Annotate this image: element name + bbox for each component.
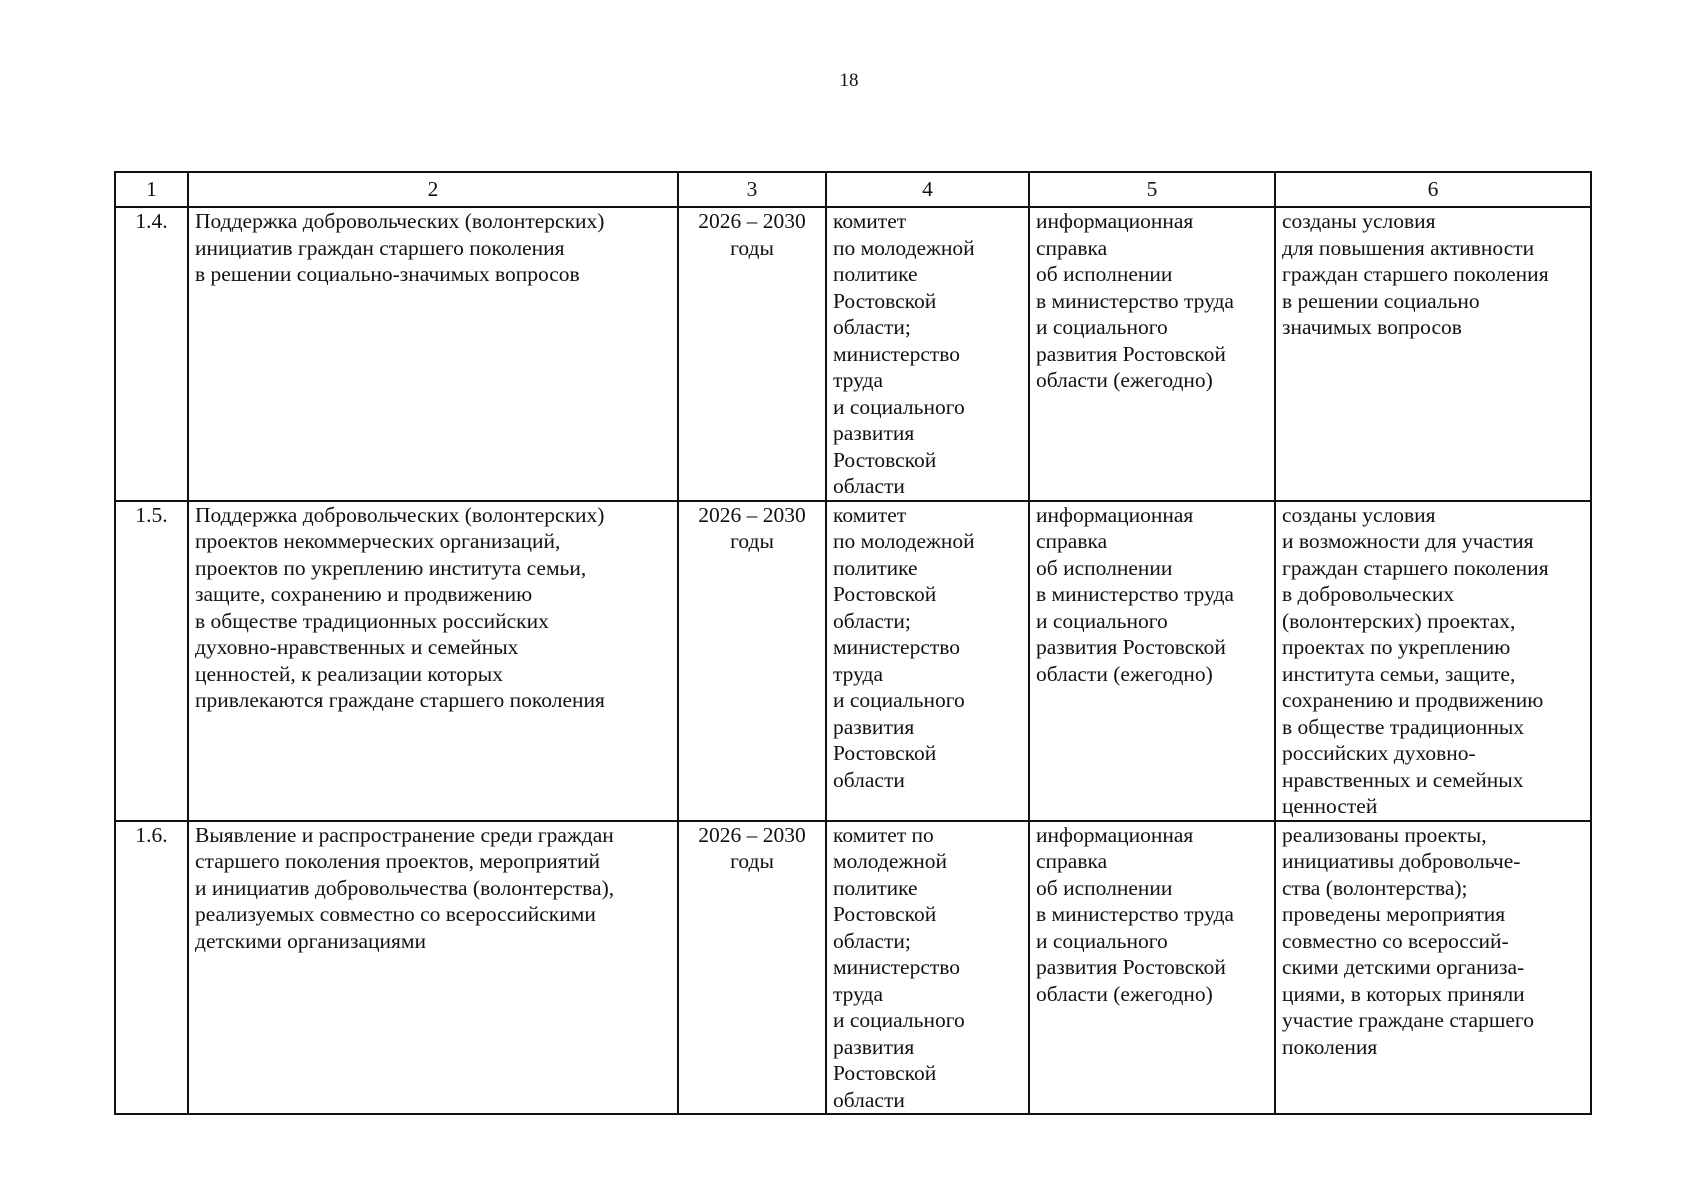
executor-cell-line: области; xyxy=(833,928,911,953)
measure-cell-line: детскими организациями xyxy=(195,928,427,953)
result-cell-line: в добровольческих xyxy=(1282,582,1455,606)
measure-cell-line: и инициатив добровольчества (волонтерства), xyxy=(195,875,615,900)
executor-cell-line: и социального xyxy=(833,1008,965,1032)
executor-cell-line: развития xyxy=(833,421,915,445)
header-cell-2: 2 xyxy=(188,172,678,207)
executor-cell-line: развития xyxy=(833,714,915,739)
period-cell xyxy=(678,207,826,501)
executor-cell-line: министерство xyxy=(833,341,961,366)
report-cell-line: об исполнении xyxy=(1036,555,1173,580)
report-cell-line: области (ежегодно) xyxy=(1036,981,1213,1006)
measure-cell-line: старшего поколения проектов, мероприятий xyxy=(195,849,601,873)
report-cell-line: развития Ростовской xyxy=(1036,341,1226,366)
executor-cell-line: комитет xyxy=(833,502,907,527)
table-body xyxy=(115,207,1591,1114)
measure-cell-line: реализуемых совместно со всероссийскими xyxy=(195,902,596,926)
period-cell-line: 2026 – 2030 xyxy=(698,502,806,527)
report-cell-line: в министерство труда xyxy=(1036,582,1234,606)
result-cell xyxy=(1275,207,1591,501)
executor-cell-line: области; xyxy=(833,608,911,633)
table-header xyxy=(115,172,1591,207)
executor-cell xyxy=(826,207,1029,501)
header-row xyxy=(115,172,1591,207)
executor-cell-line: и социального xyxy=(833,688,965,712)
measure-cell-line: инициатив граждан старшего поколения xyxy=(195,235,565,260)
measure-cell-line: проектов по укреплению института семьи, xyxy=(195,555,587,580)
table-row xyxy=(115,821,1591,1115)
result-cell-line: и возможности для участия xyxy=(1282,529,1534,553)
report-cell-line: справка xyxy=(1036,235,1108,260)
result-cell-line: циями, в которых приняли xyxy=(1282,981,1525,1006)
header-cell-3: 3 xyxy=(678,172,826,207)
row-number-cell: 1.4. xyxy=(115,207,188,501)
measure-cell xyxy=(188,501,678,821)
report-cell xyxy=(1029,501,1275,821)
result-cell-line: проведены мероприятия xyxy=(1282,902,1506,926)
report-cell-line: об исполнении xyxy=(1036,875,1173,900)
executor-cell-line: Ростовской xyxy=(833,1061,937,1085)
measure-cell-line: духовно-нравственных и семейных xyxy=(195,635,519,659)
executor-cell-line: политике xyxy=(833,262,918,286)
executor-cell-line: Ростовской xyxy=(833,582,937,606)
executor-cell-line: области xyxy=(833,474,905,498)
header-cell-4: 4 xyxy=(826,172,1029,207)
executor-cell-line: министерство xyxy=(833,635,961,659)
executor-cell-line: Ростовской xyxy=(833,902,937,926)
header-cell-1: 1 xyxy=(115,172,188,207)
executor-cell-line: области xyxy=(833,767,905,792)
executor-cell-line: труда xyxy=(833,981,884,1006)
result-cell-line: нравственных и семейных xyxy=(1282,767,1524,792)
result-cell-line: для повышения активности xyxy=(1282,235,1535,260)
measure-cell-line: привлекаются граждане старшего поколения xyxy=(195,688,605,712)
result-cell-line: созданы условия xyxy=(1282,209,1436,233)
result-cell-line: в обществе традиционных xyxy=(1282,714,1525,739)
report-cell-line: информационная xyxy=(1036,502,1194,527)
executor-cell-line: министерство xyxy=(833,955,961,979)
row-number-cell: 1.6. xyxy=(115,821,188,1115)
report-cell-line: информационная xyxy=(1036,822,1194,847)
executor-cell-line: развития xyxy=(833,1034,915,1059)
result-cell-line: реализованы проекты, xyxy=(1282,822,1487,847)
result-cell-line: значимых вопросов xyxy=(1282,315,1462,339)
row-number-cell: 1.5. xyxy=(115,501,188,821)
period-cell xyxy=(678,501,826,821)
report-cell-line: и социального xyxy=(1036,928,1168,953)
result-cell-line: граждан старшего поколения xyxy=(1282,262,1549,286)
period-cell-line: 2026 – 2030 xyxy=(698,209,806,233)
executor-cell-line: области xyxy=(833,1087,905,1112)
executor-cell xyxy=(826,501,1029,821)
period-cell-line: годы xyxy=(730,849,774,873)
result-cell-line: совместно со всероссий- xyxy=(1282,928,1509,953)
header-cell-5: 5 xyxy=(1029,172,1275,207)
executor-cell-line: комитет xyxy=(833,209,907,233)
executor-cell-line: Ростовской xyxy=(833,741,937,765)
report-cell-line: области (ежегодно) xyxy=(1036,661,1213,686)
period-cell-line: 2026 – 2030 xyxy=(698,822,806,847)
measure-cell-line: в решении социально-значимых вопросов xyxy=(195,262,580,286)
report-cell-line: области (ежегодно) xyxy=(1036,368,1213,392)
executor-cell-line: политике xyxy=(833,875,918,900)
result-cell-line: граждан старшего поколения xyxy=(1282,555,1549,580)
executor-cell-line: по молодежной xyxy=(833,529,975,553)
report-cell-line: в министерство труда xyxy=(1036,902,1234,926)
report-cell-line: развития Ростовской xyxy=(1036,635,1226,659)
executor-cell-line: труда xyxy=(833,368,884,392)
result-cell-line: ства (волонтерства); xyxy=(1282,875,1468,900)
executor-cell-line: труда xyxy=(833,661,884,686)
result-cell-line: проектах по укреплению xyxy=(1282,635,1511,659)
measure-cell xyxy=(188,207,678,501)
report-cell-line: и социального xyxy=(1036,315,1168,339)
report-cell-line: в министерство труда xyxy=(1036,288,1234,313)
result-cell-line: участие граждане старшего xyxy=(1282,1008,1534,1032)
measure-cell-line: ценностей, к реализации которых xyxy=(195,661,503,686)
result-cell-line: инициативы добровольче- xyxy=(1282,849,1521,873)
report-cell-line: об исполнении xyxy=(1036,262,1173,286)
measure-cell-line: проектов некоммерческих организаций, xyxy=(195,529,561,553)
result-cell xyxy=(1275,501,1591,821)
report-cell-line: и социального xyxy=(1036,608,1168,633)
report-cell-line: справка xyxy=(1036,529,1108,553)
report-cell-line: справка xyxy=(1036,849,1108,873)
header-cell-6: 6 xyxy=(1275,172,1591,207)
executor-cell-line: молодежной xyxy=(833,849,948,873)
result-cell-line: скими детскими организа- xyxy=(1282,955,1525,979)
executor-cell-line: комитет по xyxy=(833,822,934,847)
result-cell-line: российских духовно- xyxy=(1282,741,1476,765)
report-cell xyxy=(1029,207,1275,501)
measure-cell xyxy=(188,821,678,1115)
result-cell-line: ценностей xyxy=(1282,794,1378,818)
period-cell-line: годы xyxy=(730,529,774,553)
report-cell-line: развития Ростовской xyxy=(1036,955,1226,979)
executor-cell-line: политике xyxy=(833,555,918,580)
result-cell-line: созданы условия xyxy=(1282,502,1436,527)
plan-table xyxy=(114,171,1592,1115)
report-cell xyxy=(1029,821,1275,1115)
result-cell-line: сохранению и продвижению xyxy=(1282,688,1544,712)
table-row xyxy=(115,501,1591,821)
measure-cell-line: Поддержка добровольческих (волонтерских) xyxy=(195,209,605,233)
result-cell-line: института семьи, защите, xyxy=(1282,661,1516,686)
executor-cell-line: по молодежной xyxy=(833,235,975,260)
measure-cell-line: Выявление и распространение среди граждан xyxy=(195,822,614,847)
result-cell-line: в решении социально xyxy=(1282,288,1480,313)
period-cell xyxy=(678,821,826,1115)
table-row xyxy=(115,207,1591,501)
result-cell xyxy=(1275,821,1591,1115)
executor-cell xyxy=(826,821,1029,1115)
measure-cell-line: Поддержка добровольческих (волонтерских) xyxy=(195,502,605,527)
report-cell-line: информационная xyxy=(1036,209,1194,233)
executor-cell-line: Ростовской xyxy=(833,447,937,472)
executor-cell-line: области; xyxy=(833,315,911,339)
period-cell-line: годы xyxy=(730,235,774,260)
measure-cell-line: защите, сохранению и продвижению xyxy=(195,582,533,606)
executor-cell-line: и социального xyxy=(833,394,965,419)
executor-cell-line: Ростовской xyxy=(833,288,937,313)
result-cell-line: поколения xyxy=(1282,1034,1378,1059)
measure-cell-line: в обществе традиционных российских xyxy=(195,608,549,633)
page-number: 18 xyxy=(839,70,859,91)
result-cell-line: (волонтерских) проектах, xyxy=(1282,608,1516,633)
